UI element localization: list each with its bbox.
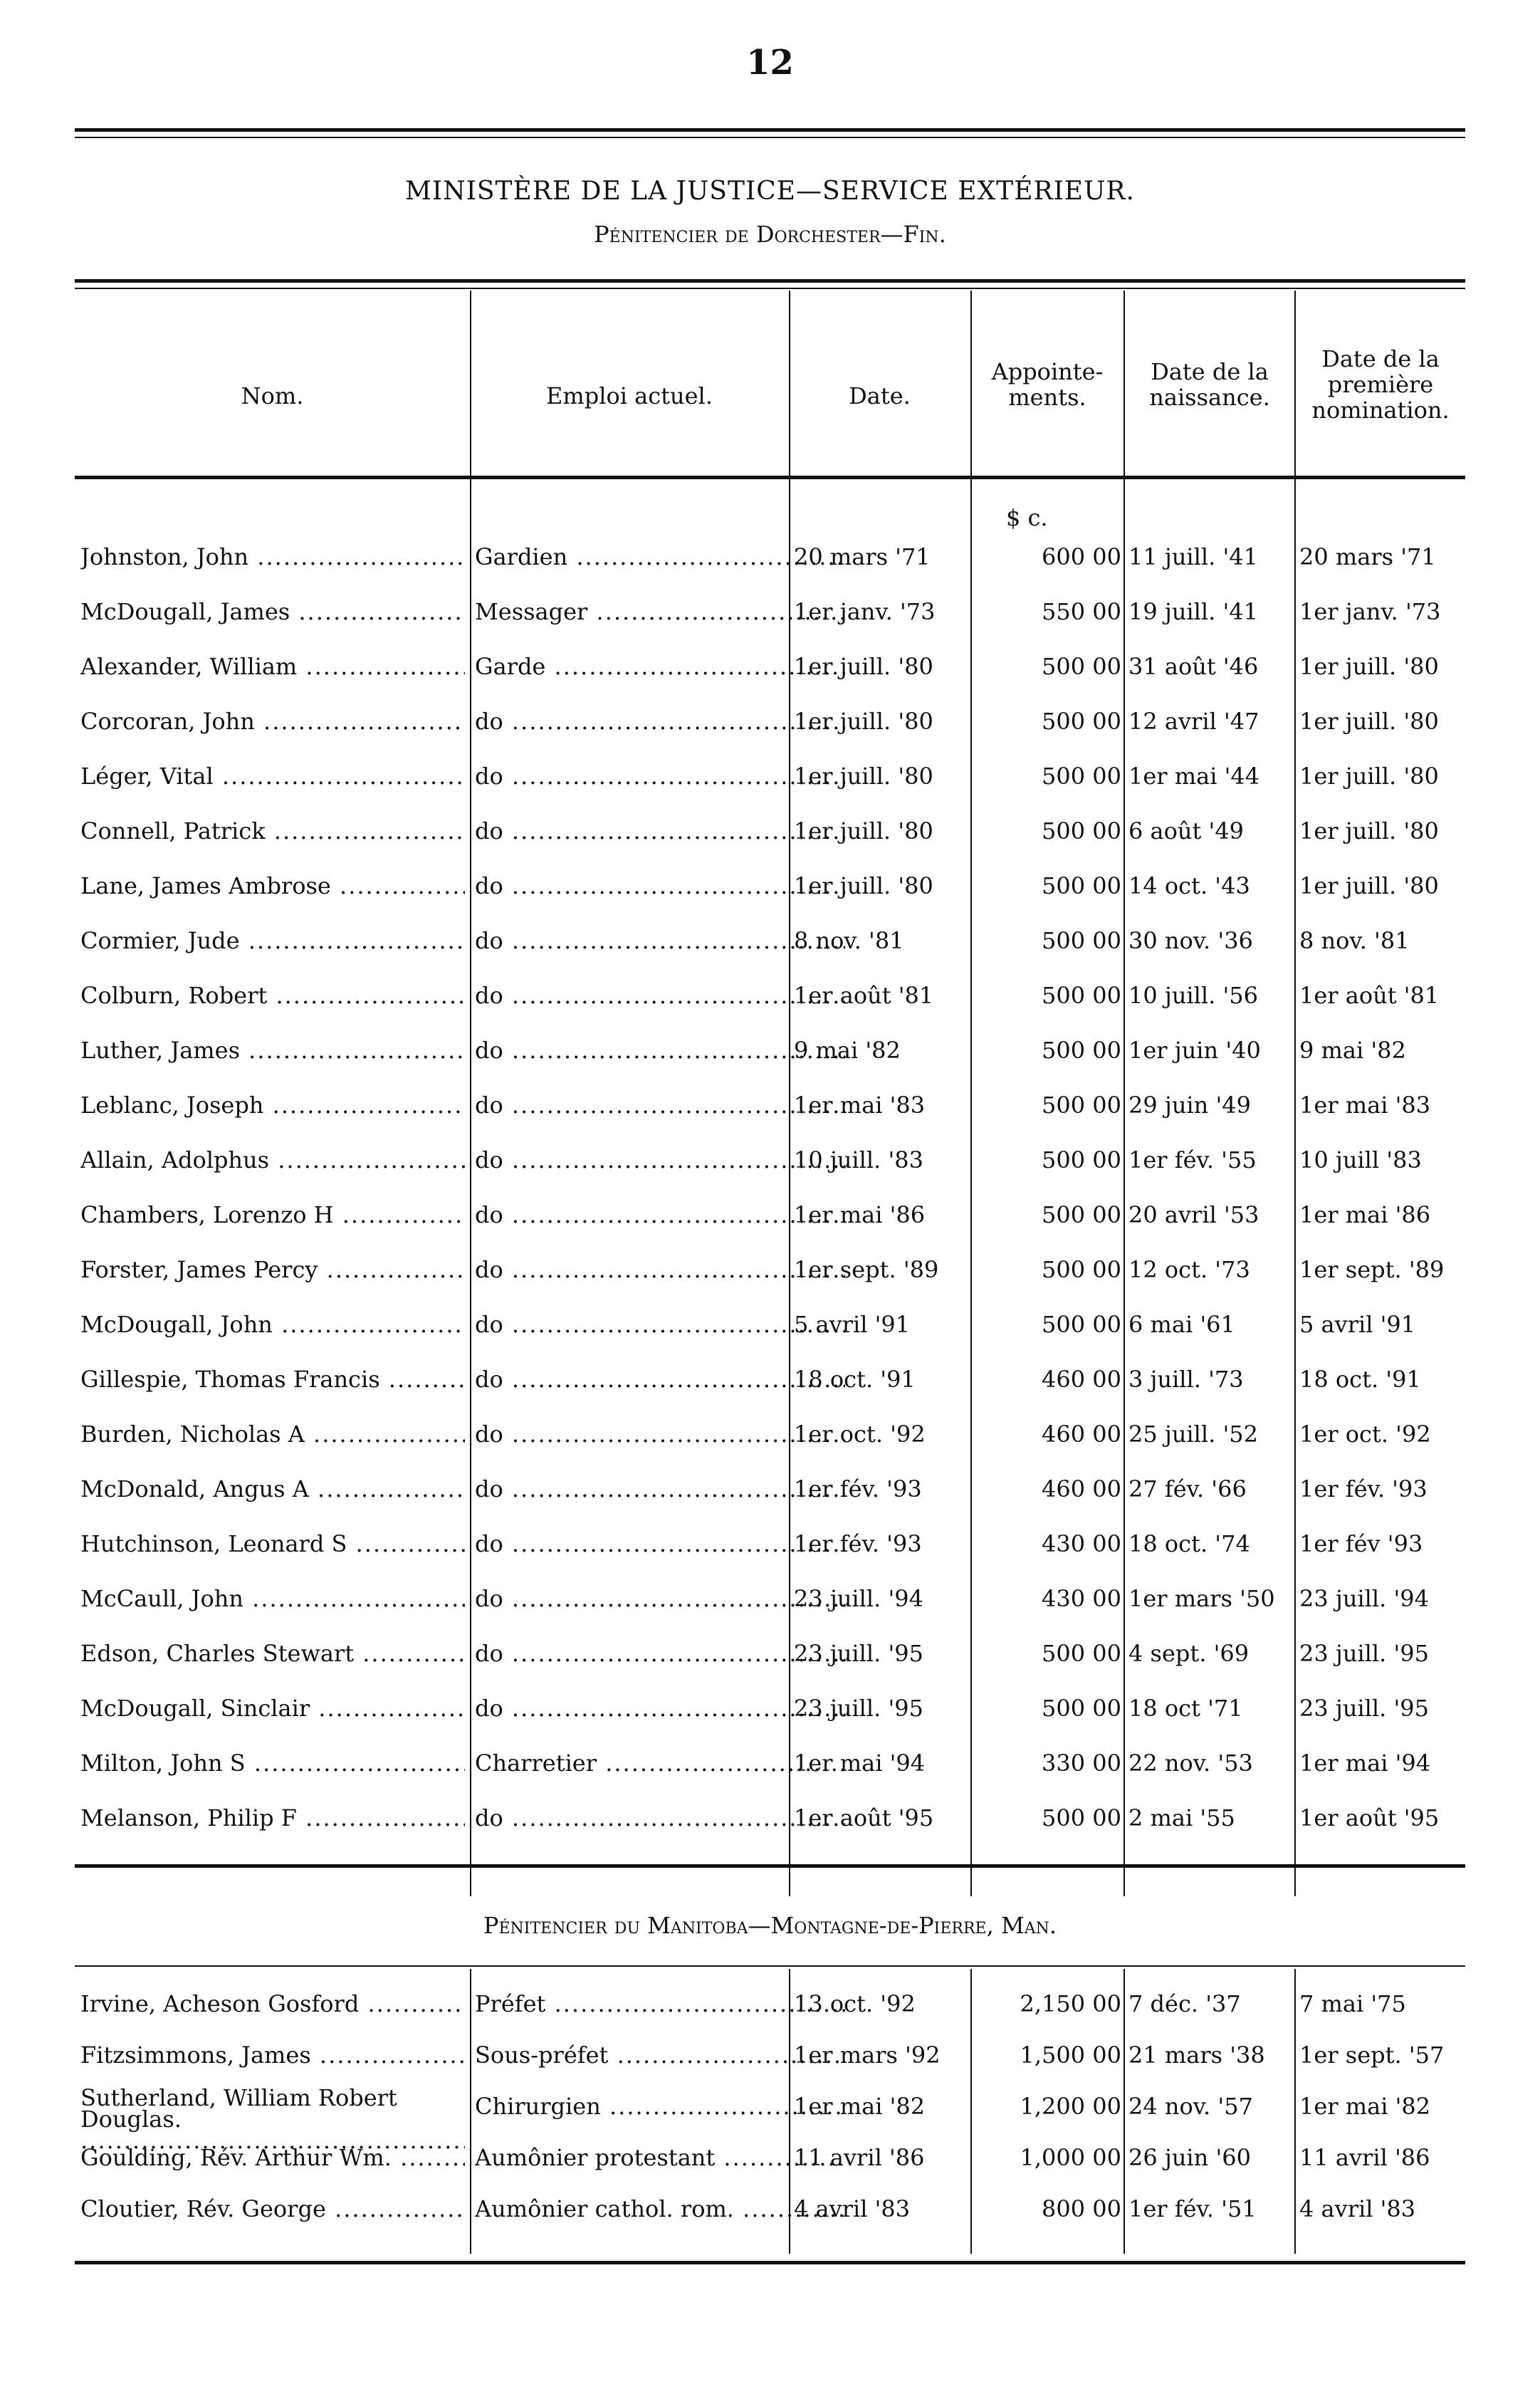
cell-emploi: do .....: [475, 763, 845, 790]
cell-name: Irvine, Acheson Gosford .....: [80, 1990, 465, 2017]
cell-naissance: 24 nov. '57: [1128, 2093, 1253, 2120]
cell-appointements: 430 00: [1042, 1585, 1121, 1612]
top-rule-thin: [75, 137, 1465, 138]
table-row: [75, 1633, 1465, 1676]
cell-emploi: Préfet .....: [475, 1990, 845, 2017]
cell-nomination: 4 avril '83: [1299, 2195, 1416, 2222]
cell-appointements: 460 00: [1042, 1421, 1121, 1448]
cell-name: McDougall, James .....: [80, 598, 465, 625]
cell-naissance: 1er fév. '51: [1128, 2195, 1257, 2222]
table-row: [75, 591, 1465, 634]
cell-emploi: do .....: [475, 1585, 845, 1612]
table-row: [75, 1084, 1465, 1127]
cell-naissance: 18 oct. '74: [1128, 1530, 1250, 1557]
header-rule: [75, 279, 1465, 283]
cell-name: Colburn, Robert .....: [80, 982, 465, 1009]
cell-appointements: 500 00: [1042, 763, 1121, 790]
header-rule-thin: [75, 288, 1465, 289]
cell-nomination: 1er juill. '80: [1299, 817, 1439, 845]
cell-naissance: 31 août '46: [1128, 653, 1259, 680]
cell-naissance: 19 juill. '41: [1128, 598, 1258, 625]
cell-emploi: Aumônier protestant .....: [475, 2144, 845, 2171]
cell-naissance: 10 juill. '56: [1128, 982, 1258, 1009]
cell-name: Hutchinson, Leonard S .....: [80, 1530, 465, 1557]
cell-date: 1er oct. '92: [794, 1421, 926, 1448]
table-row: [75, 1030, 1465, 1072]
cell-name: Sutherland, William Robert Douglas. .....: [80, 2087, 465, 2151]
cell-nomination: 1er août '81: [1299, 982, 1440, 1009]
table-row: [75, 1983, 1465, 2026]
table-row: [75, 1249, 1465, 1292]
cell-naissance: 14 oct. '43: [1128, 872, 1250, 899]
table-row: [75, 1304, 1465, 1347]
cell-appointements: 500 00: [1042, 1146, 1121, 1174]
cell-emploi: do .....: [475, 1640, 845, 1667]
cell-naissance: 1er mars '50: [1128, 1585, 1275, 1612]
cell-date: 1er janv. '73: [794, 598, 936, 625]
cell-appointements: 330 00: [1042, 1750, 1121, 1777]
cell-name: Corcoran, John .....: [80, 708, 465, 735]
manitoba-table: [75, 1969, 1465, 2254]
cell-emploi: do .....: [475, 872, 845, 899]
cell-naissance: 6 août '49: [1128, 817, 1245, 845]
cell-emploi: Gardien .....: [475, 543, 845, 570]
table-row: [75, 1797, 1465, 1840]
cell-emploi: do .....: [475, 1366, 845, 1393]
cell-name: McCaull, John .....: [80, 1585, 465, 1612]
table-row: [75, 536, 1465, 579]
cell-emploi: do .....: [475, 1421, 845, 1448]
staff-table: [75, 291, 1465, 1896]
cell-appointements: 500 00: [1042, 982, 1121, 1009]
cell-date: 1er mai '86: [794, 1201, 926, 1228]
cell-emploi: Aumônier cathol. rom. .....: [475, 2195, 845, 2222]
table-row: [75, 810, 1465, 853]
cell-date: 1er août '81: [794, 982, 934, 1009]
cell-date: 1er fév. '93: [794, 1475, 922, 1502]
cell-naissance: 20 avril '53: [1128, 1201, 1259, 1228]
cell-name: McDonald, Angus A .....: [80, 1475, 465, 1502]
cell-naissance: 1er fév. '55: [1128, 1146, 1257, 1174]
cell-nomination: 1er oct. '92: [1299, 1421, 1431, 1448]
cell-date: 1er juill. '80: [794, 653, 933, 680]
cell-emploi: Charretier .....: [475, 1750, 845, 1777]
cell-naissance: 1er juin '40: [1128, 1037, 1261, 1064]
cell-date: 11 avril '86: [794, 2144, 925, 2171]
header-bottom-rule: [75, 476, 1465, 479]
cell-nomination: 7 mai '75: [1299, 1990, 1406, 2017]
cell-appointements: 460 00: [1042, 1475, 1121, 1502]
cell-date: 23 juill. '95: [794, 1695, 923, 1722]
page-subtitle: Pénitencier de Dorchester—Fin.: [594, 221, 946, 248]
units-label: $ c.: [1006, 504, 1048, 531]
cell-date: 10 juill. '83: [794, 1146, 923, 1174]
cell-name: Chambers, Lorenzo H .....: [80, 1201, 465, 1228]
cell-nomination: 1er mai '82: [1299, 2093, 1431, 2120]
cell-name: Fitzsimmons, James .....: [80, 2042, 465, 2069]
header-naissance: Date de la naissance.: [1149, 358, 1270, 411]
table-row: [75, 1742, 1465, 1785]
cell-appointements: 1,000 00: [1020, 2144, 1121, 2171]
cell-naissance: 21 mars '38: [1128, 2042, 1265, 2069]
cell-emploi: do .....: [475, 1256, 845, 1283]
cell-date: 1er sept. '89: [794, 1256, 939, 1283]
cell-emploi: do .....: [475, 1092, 845, 1119]
top-rule: [75, 128, 1465, 132]
cell-date: 1er juill. '80: [794, 872, 933, 899]
cell-emploi: do .....: [475, 1146, 845, 1174]
cell-nomination: 1er mai '83: [1299, 1092, 1431, 1119]
cell-appointements: 500 00: [1042, 872, 1121, 899]
header-nom: Nom.: [241, 382, 304, 409]
table-row: [75, 2034, 1465, 2077]
cell-name: Forster, James Percy .....: [80, 1256, 465, 1283]
table-row: [75, 1359, 1465, 1401]
cell-naissance: 22 nov. '53: [1128, 1750, 1253, 1777]
cell-emploi: Chirurgien .....: [475, 2093, 845, 2120]
cell-date: 1er fév. '93: [794, 1530, 922, 1557]
cell-nomination: 9 mai '82: [1299, 1037, 1406, 1064]
cell-naissance: 4 sept. '69: [1128, 1640, 1250, 1667]
cell-name: Lane, James Ambrose .....: [80, 872, 465, 899]
cell-date: 9 mai '82: [794, 1037, 901, 1064]
cell-appointements: 500 00: [1042, 1640, 1121, 1667]
cell-name: McDougall, Sinclair .....: [80, 1695, 465, 1722]
cell-nomination: 8 nov. '81: [1299, 927, 1410, 954]
cell-name: Alexander, William .....: [80, 653, 465, 680]
cell-date: 1er juill. '80: [794, 817, 933, 845]
cell-appointements: 500 00: [1042, 1256, 1121, 1283]
cell-emploi: Garde .....: [475, 653, 845, 680]
cell-emploi: do .....: [475, 1037, 845, 1064]
cell-nomination: 1er sept. '89: [1299, 1256, 1445, 1283]
table-row: [75, 1468, 1465, 1511]
cell-nomination: 1er mai '94: [1299, 1750, 1431, 1777]
cell-nomination: 10 juill '83: [1299, 1146, 1422, 1174]
header-appointements: Appointe- ments.: [991, 358, 1104, 411]
cell-emploi: do .....: [475, 1201, 845, 1228]
cell-name: Leblanc, Joseph .....: [80, 1092, 465, 1119]
cell-appointements: 600 00: [1042, 543, 1121, 570]
cell-naissance: 6 mai '61: [1128, 1311, 1235, 1338]
cell-emploi: do .....: [475, 708, 845, 735]
table-row: [75, 1688, 1465, 1730]
cell-naissance: 27 fév. '66: [1128, 1475, 1247, 1502]
section-rule: [75, 1864, 1465, 1868]
table-row: [75, 1413, 1465, 1456]
cell-nomination: 1er mai '86: [1299, 1201, 1431, 1228]
cell-date: 5 avril '91: [794, 1311, 911, 1338]
cell-naissance: 18 oct '71: [1128, 1695, 1243, 1722]
cell-appointements: 500 00: [1042, 1092, 1121, 1119]
cell-name: Melanson, Philip F .....: [80, 1804, 465, 1831]
cell-emploi: do .....: [475, 1475, 845, 1502]
cell-emploi: do .....: [475, 1311, 845, 1338]
header-nomination: Date de la première nomination.: [1311, 345, 1450, 424]
cell-name: Connell, Patrick .....: [80, 817, 465, 845]
cell-emploi: do .....: [475, 817, 845, 845]
cell-emploi: Sous-préfet .....: [475, 2042, 845, 2069]
cell-nomination: 1er janv. '73: [1299, 598, 1441, 625]
cell-naissance: 26 juin '60: [1128, 2144, 1251, 2171]
table-row: [75, 756, 1465, 798]
cell-naissance: 30 nov. '36: [1128, 927, 1253, 954]
cell-nomination: 23 juill. '95: [1299, 1695, 1429, 1722]
cell-nomination: 1er juill. '80: [1299, 872, 1439, 899]
cell-appointements: 2,150 00: [1020, 1990, 1121, 2017]
header-date: Date.: [849, 382, 911, 409]
table-row: [75, 2137, 1465, 2180]
cell-appointements: 500 00: [1042, 927, 1121, 954]
cell-appointements: 500 00: [1042, 708, 1121, 735]
cell-date: 23 juill. '94: [794, 1585, 923, 1612]
table-row: [75, 1578, 1465, 1621]
cell-appointements: 800 00: [1042, 2195, 1121, 2222]
cell-date: 23 juill. '95: [794, 1640, 923, 1667]
cell-emploi: do .....: [475, 1695, 845, 1722]
table-row: [75, 865, 1465, 908]
cell-date: 1er août '95: [794, 1804, 934, 1831]
cell-naissance: 25 juill. '52: [1128, 1421, 1258, 1448]
cell-appointements: 500 00: [1042, 1201, 1121, 1228]
cell-appointements: 500 00: [1042, 1695, 1121, 1722]
cell-appointements: 1,200 00: [1020, 2093, 1121, 2120]
cell-nomination: 1er sept. '57: [1299, 2042, 1445, 2069]
cell-naissance: 7 déc. '37: [1128, 1990, 1241, 2017]
cell-appointements: 1,500 00: [1020, 2042, 1121, 2069]
cell-nomination: 23 juill. '95: [1299, 1640, 1429, 1667]
cell-nomination: 1er juill. '80: [1299, 653, 1439, 680]
cell-appointements: 430 00: [1042, 1530, 1121, 1557]
cell-nomination: 23 juill. '94: [1299, 1585, 1429, 1612]
cell-naissance: 2 mai '55: [1128, 1804, 1235, 1831]
cell-appointements: 500 00: [1042, 1037, 1121, 1064]
cell-name: Edson, Charles Stewart .....: [80, 1640, 465, 1667]
cell-appointements: 500 00: [1042, 817, 1121, 845]
cell-name: Cloutier, Rév. George .....: [80, 2195, 465, 2222]
cell-nomination: 1er fév. '93: [1299, 1475, 1428, 1502]
cell-appointements: 500 00: [1042, 1311, 1121, 1338]
cell-appointements: 500 00: [1042, 1804, 1121, 1831]
cell-emploi: do .....: [475, 927, 845, 954]
section-title-manitoba: Pénitencier du Manitoba—Montagne-de-Pierre, Man.: [483, 1912, 1057, 1939]
cell-name: Léger, Vital .....: [80, 763, 465, 790]
table-row: [75, 646, 1465, 689]
cell-nomination: 20 mars '71: [1299, 543, 1436, 570]
cell-naissance: 12 oct. '73: [1128, 1256, 1250, 1283]
cell-date: 13 oct. '92: [794, 1990, 916, 2017]
cell-appointements: 460 00: [1042, 1366, 1121, 1393]
cell-naissance: 12 avril '47: [1128, 708, 1259, 735]
cell-nomination: 1er août '95: [1299, 1804, 1440, 1831]
cell-nomination: 1er fév '93: [1299, 1530, 1423, 1557]
cell-naissance: 1er mai '44: [1128, 763, 1260, 790]
bottom-rule: [75, 2261, 1465, 2264]
cell-appointements: 550 00: [1042, 598, 1121, 625]
cell-name: Johnston, John .....: [80, 543, 465, 570]
cell-naissance: 29 juin '49: [1128, 1092, 1251, 1119]
cell-name: Allain, Adolphus .....: [80, 1146, 465, 1174]
table-row: [75, 701, 1465, 743]
cell-date: 1er juill. '80: [794, 708, 933, 735]
table-row: [75, 975, 1465, 1018]
cell-name: Luther, James .....: [80, 1037, 465, 1064]
table-row: [75, 2188, 1465, 2231]
cell-name: Gillespie, Thomas Francis .....: [80, 1366, 465, 1393]
cell-name: Milton, John S .....: [80, 1750, 465, 1777]
table-row: [75, 1194, 1465, 1237]
cell-name: McDougall, John .....: [80, 1311, 465, 1338]
page-title: MINISTÈRE DE LA JUSTICE—SERVICE EXTÉRIEUR.: [405, 177, 1135, 206]
cell-date: 18 oct. '91: [794, 1366, 916, 1393]
cell-date: 20 mars '71: [794, 543, 931, 570]
table-row: [75, 1523, 1465, 1566]
cell-emploi: do .....: [475, 982, 845, 1009]
cell-emploi: Messager .....: [475, 598, 845, 625]
table-row: [75, 920, 1465, 963]
cell-nomination: 5 avril '91: [1299, 1311, 1416, 1338]
cell-date: 4 avril '83: [794, 2195, 911, 2222]
cell-name: Cormier, Jude .....: [80, 927, 465, 954]
cell-date: 1er mars '92: [794, 2042, 941, 2069]
cell-nomination: 11 avril '86: [1299, 2144, 1430, 2171]
cell-date: 1er mai '94: [794, 1750, 926, 1777]
cell-appointements: 500 00: [1042, 653, 1121, 680]
cell-naissance: 11 juill. '41: [1128, 543, 1258, 570]
table-row: [75, 1139, 1465, 1182]
cell-date: 1er juill. '80: [794, 763, 933, 790]
cell-date: 1er mai '82: [794, 2093, 926, 2120]
cell-nomination: 1er juill. '80: [1299, 708, 1439, 735]
cell-emploi: do .....: [475, 1530, 845, 1557]
cell-name: Burden, Nicholas A .....: [80, 1421, 465, 1448]
cell-nomination: 1er juill. '80: [1299, 763, 1439, 790]
page-number: 12: [746, 43, 794, 83]
table-row: [75, 2086, 1465, 2133]
section2-rule: [75, 1965, 1465, 1967]
cell-date: 1er mai '83: [794, 1092, 926, 1119]
cell-emploi: do .....: [475, 1804, 845, 1831]
cell-name: Goulding, Rév. Arthur Wm. .....: [80, 2144, 465, 2171]
cell-date: 8 nov. '81: [794, 927, 904, 954]
header-emploi: Emploi actuel.: [546, 382, 713, 409]
cell-nomination: 18 oct. '91: [1299, 1366, 1421, 1393]
cell-naissance: 3 juill. '73: [1128, 1366, 1244, 1393]
